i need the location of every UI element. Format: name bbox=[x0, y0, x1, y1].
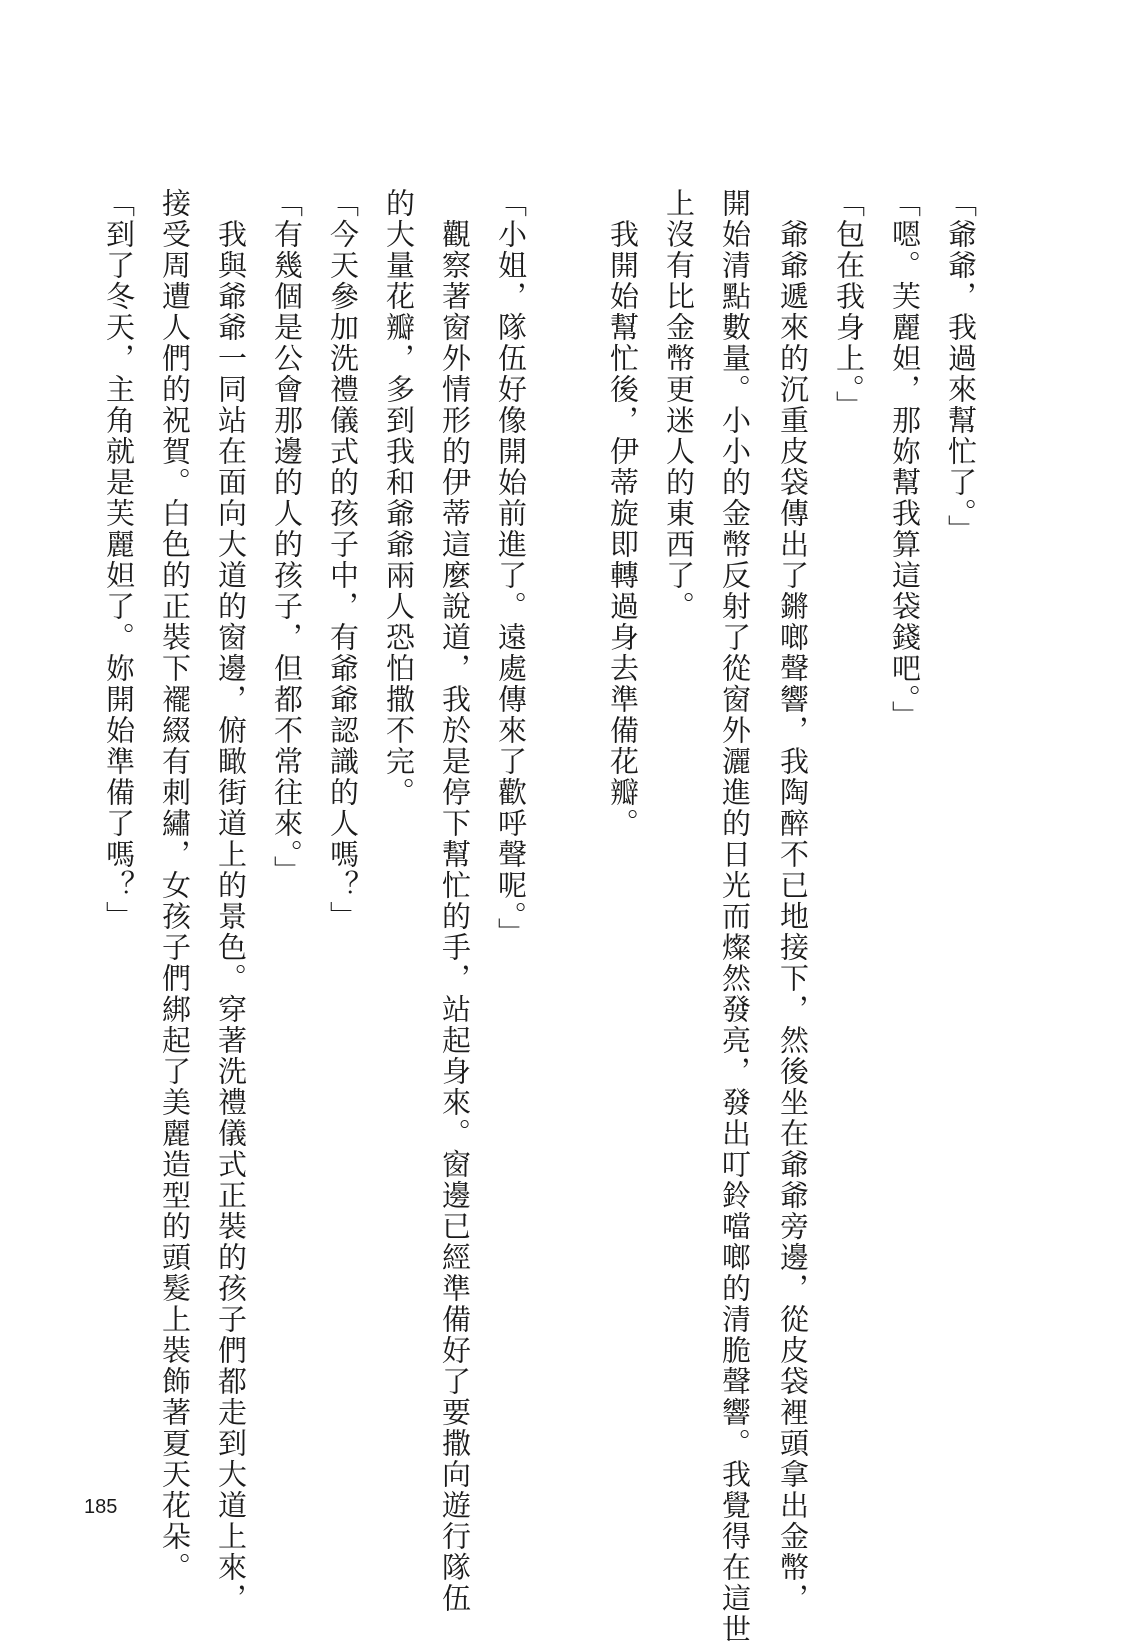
text-column-6: 上沒有比金幣更迷人的東西了。 bbox=[662, 188, 696, 622]
text-column-9: 觀察著窗外情形的伊蒂這麼說道，我於是停下幫忙的手，站起身來。窗邊已經準備好了要撒向遊行隊伍 bbox=[438, 188, 472, 1614]
text-column-5: 開始清點數量。小小的金幣反射了從窗外灑進的日光而燦然發亮，發出叮鈴噹啷的清脆聲響。我覺得在這世 bbox=[718, 188, 752, 1645]
text-column-10: 的大量花瓣，多到我和爺爺兩人恐怕撒不完。 bbox=[382, 188, 416, 808]
text-column-13: 我與爺爺一同站在面向大道的窗邊，俯瞰街道上的景色。穿著洗禮儀式正裝的孩子們都走到大道上來， bbox=[214, 188, 248, 1614]
text-column-12: 「有幾個是公會那邊的人的孩子，但都不常往來。」 bbox=[270, 188, 304, 887]
text-column-8: 「小姐，隊伍好像開始前進了。遠處傳來了歡呼聲呢。」 bbox=[494, 188, 528, 949]
text-column-2: 「嗯。芙麗妲，那妳幫我算這袋錢吧。」 bbox=[888, 188, 922, 732]
text-column-3: 「包在我身上。」 bbox=[832, 188, 866, 422]
text-column-4: 爺爺遞來的沉重皮袋傳出了鏘啷聲響，我陶醉不已地接下，然後坐在爺爺旁邊，從皮袋裡頭拿出金幣， bbox=[776, 188, 810, 1614]
text-column-14: 接受周遭人們的祝賀。白色的正裝下襬綴有刺繡，女孩子們綁起了美麗造型的頭髮上裝飾著夏天花朵。 bbox=[158, 188, 192, 1583]
text-column-7: 我開始幫忙後，伊蒂旋即轉過身去準備花瓣。 bbox=[606, 188, 640, 839]
text-column-15: 「到了冬天，主角就是芙麗妲了。妳開始準備了嗎？」 bbox=[102, 188, 136, 932]
text-column-11: 「今天參加洗禮儀式的孩子中，有爺爺認識的人嗎？」 bbox=[326, 188, 360, 932]
page-number: 185 bbox=[84, 1496, 118, 1518]
text-column-1: 「爺爺，我過來幫忙了。」 bbox=[944, 188, 978, 546]
